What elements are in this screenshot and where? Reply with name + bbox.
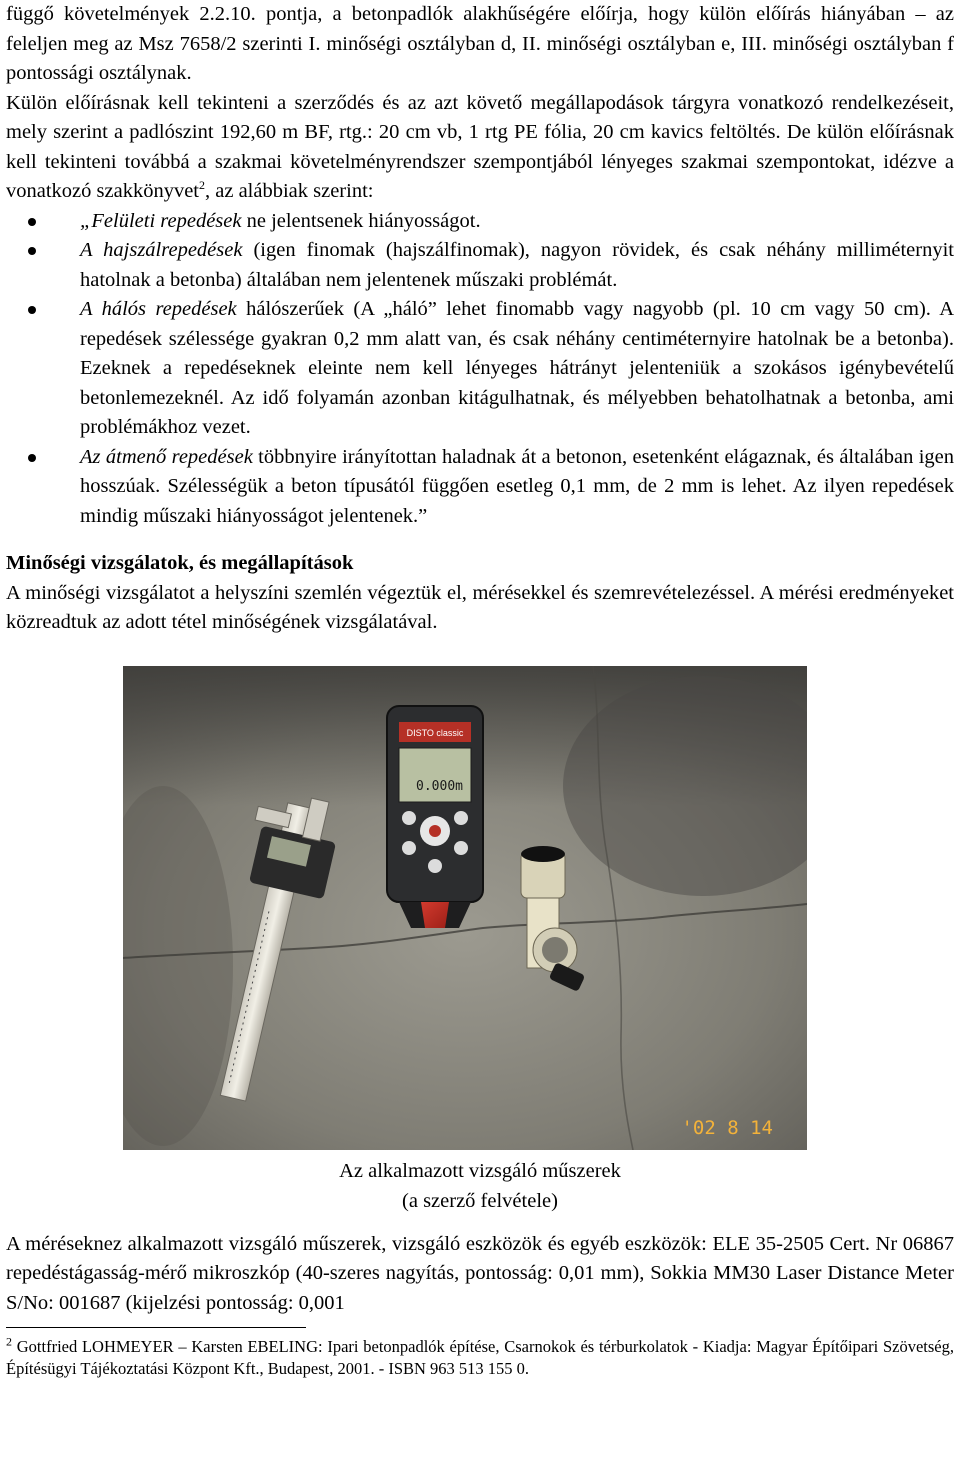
device-label: DISTO classic [406,727,464,738]
footnote-mark: 2 [6,1334,12,1349]
instruments-photo [123,666,807,1150]
bullet-icon [28,247,36,255]
list-item-text: többnyire irányítottan haladnak át a betonon, esetenként elágaznak, és általában igen hosszúak. Szélességük a beton típusától függően esetleg 0,1 mm, de 2 mm is lehet. Az ilyen repedések mindig műszaki hiányosságot jelentenek.” [80,445,954,527]
list-item-term: „Felületi repedések [80,209,242,232]
bullet-icon [28,218,36,226]
document-page [6,0,954,1380]
crack-types-list [6,207,954,532]
bullet-icon [28,454,36,462]
list-item-term: A hálós repedések [80,298,237,320]
display-reading: 0.000m [416,778,463,794]
intro-paragraph-2-end: , az alábbiak szerint: [205,180,374,202]
intro-section [6,0,954,207]
intro-paragraph-2-text: Külön előírásnak kell tekinteni a szerződés és az azt követő megállapodások tárgyra vonatkozó rendelkezéseit, mely szerint a padlószint 192,60 m BF, rtg.: 20 cm vb, 1 rtg PE fólia, 20 cm kavics feltöltés. De külön előírásnak kell tekinteni továbbá a szakmai követelményrendszer szempontjából lényeges szakmai szempontokat, idézve a vonatkozó szakkönyvet [6,91,954,202]
footnote [6,1336,954,1380]
laser-distance-meter [387,706,483,928]
list-item [6,236,954,295]
section-paragraph: A minőségi vizsgálatot a helyszíni szemlén végeztük el, mérésekkel és szemrevételezéssel. A mérési eredményeket közreadtuk az adott tétel minőségének vizsgálatával. [6,581,954,633]
list-item-text: hálószerűek (A „háló” lehet finomabb vagy nagyobb (pl. 10 cm vagy 50 cm). A repedések szélessége gyakran 0,2 mm alatt van, és csak néhány centiméternyire hatolnak be a betonba). Ezeknek a repedéseknek eleinte nem kell lényeges hátrányt jelenteniük a szokásos igénybevételű betonlemezeknél. Az idő folyamán azonban kitágulhatnak, és mélyebben behatolhatnak a betonba, ami problémákhoz vezet. [80,298,955,438]
list-item [6,207,954,237]
intro-paragraph-2 [6,89,954,207]
figure-caption [6,1156,954,1216]
caption-line-2: (a szerző felvétele) [402,1189,558,1212]
list-item-text: ne jelentsenek hiányosságot. [241,209,481,232]
photo-date-stamp: '02 8 14 [681,1116,773,1139]
instruments-paragraph: A méréseknez alkalmazott vizsgáló műszerek, vizsgáló eszközök és egyéb eszközök: ELE 35-2505 Cert. Nr 06867 repedéstágasság-mérő mikroszkóp (40-szeres nagyítás, pontosság: 0,01 mm), Sokkia MM30 Laser Distance Meter S/No: 001687 (kijelzési pontosság: 0,001 [6,1232,954,1314]
list-item-text: (igen finomak (hajszálfinomak), nagyon rövidek, és csak néhány milliméternyit hatolnak a betonba) általában nem jelentenek műszaki problémát. [80,239,954,291]
list-item [6,295,954,443]
list-item [6,443,954,532]
footnote-divider [6,1327,306,1328]
intro-paragraph-1: függő követelmények 2.2.10. pontja, a betonpadlók alakhűségére előírja, hogy külön előírás hiányában – az feleljen meg az Msz 7658/2 szerinti I. minőségi osztályban d, II. minőségi osztályban e, III. minőségi osztályban f pontossági osztálynak. [6,3,954,84]
caption-line-1: Az alkalmazott vizsgáló műszerek [339,1159,621,1182]
section-heading: Minőségi vizsgálatok, és megállapítások [6,552,354,574]
list-item-term: Az átmenő repedések [80,445,253,468]
list-item-term: A hajszálrepedések [80,239,243,261]
footnote-reference[interactable]: 2 [199,178,205,193]
bullet-icon [28,306,36,314]
footnote-text: Gottfried LOHMEYER – Karsten EBELING: Ipari betonpadlók építése, Csarnokok és térburkolatok - Kiadja: Magyar Építőipari Szövetség, Építésügyi Tájékoztatási Központ Kft., Budapest, 2001. - ISBN 963 513 155 0. [6,1337,954,1378]
